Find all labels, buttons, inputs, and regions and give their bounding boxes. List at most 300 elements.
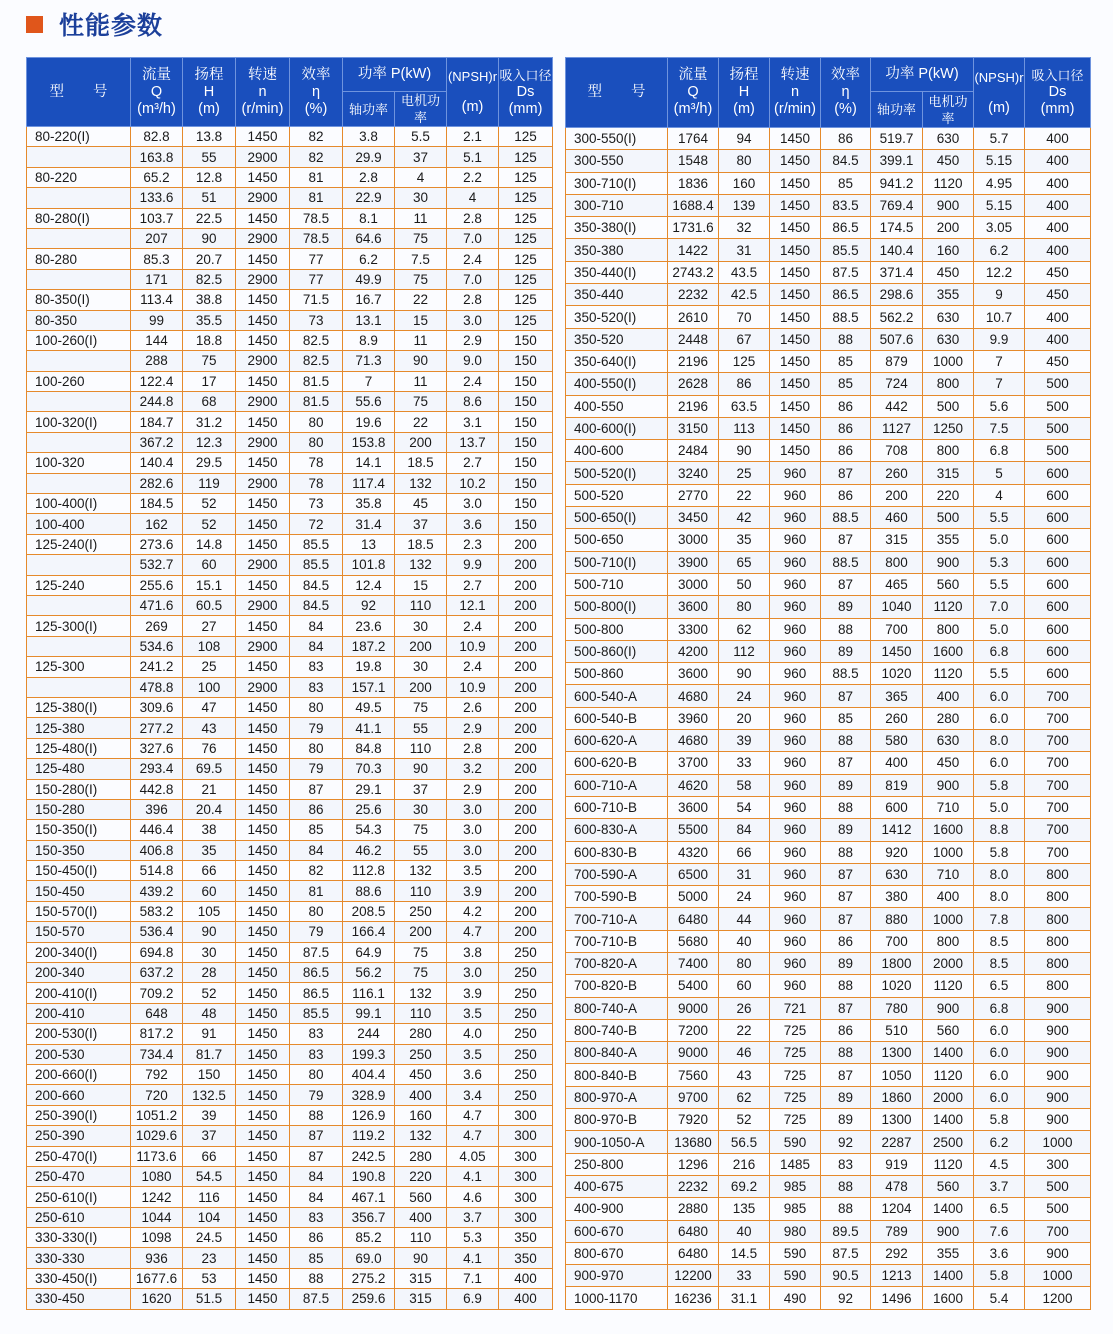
cell-motor-power: 900 xyxy=(923,1220,974,1242)
header-motor-power: 电机功率 xyxy=(395,92,447,127)
cell-motor-power: 90 xyxy=(395,351,447,371)
cell-shaft-power: 460 xyxy=(871,507,923,529)
table-row xyxy=(566,1242,1091,1264)
cell-speed: 1450 xyxy=(236,330,290,350)
cell-npsh: 9.0 xyxy=(447,351,499,371)
cell-shaft-power: 879 xyxy=(871,350,923,372)
cell-flow: 162 xyxy=(131,514,183,534)
cell-speed: 1450 xyxy=(236,901,290,921)
cell-efficiency: 87 xyxy=(821,886,871,908)
cell-npsh: 2.9 xyxy=(447,779,499,799)
cell-shaft-power: 920 xyxy=(871,841,923,863)
cell-motor-power: 450 xyxy=(923,150,974,172)
cell-flow: 85.3 xyxy=(131,249,183,269)
cell-model: 200-660(I) xyxy=(27,1064,131,1084)
cell-head: 112 xyxy=(719,640,770,662)
cell-efficiency: 89 xyxy=(821,774,871,796)
cell-head: 31.1 xyxy=(719,1287,770,1309)
cell-flow: 471.6 xyxy=(131,595,183,615)
cell-npsh: 2.1 xyxy=(447,127,499,147)
cell-npsh: 5.15 xyxy=(974,194,1025,216)
table-row xyxy=(566,1131,1091,1153)
cell-speed: 1450 xyxy=(236,983,290,1003)
cell-npsh: 6.8 xyxy=(974,440,1025,462)
cell-efficiency: 80 xyxy=(290,1064,343,1084)
cell-model: 500-650(I) xyxy=(566,507,668,529)
cell-head: 80 xyxy=(719,150,770,172)
cell-npsh: 4.1 xyxy=(447,1166,499,1186)
cell-shaft-power: 1204 xyxy=(871,1198,923,1220)
cell-shaft-power: 365 xyxy=(871,685,923,707)
header-inlet: 吸入口径 Ds (mm) xyxy=(1025,58,1091,128)
cell-shaft-power: 54.3 xyxy=(343,820,395,840)
cell-shaft-power: 153.8 xyxy=(343,432,395,452)
cell-efficiency: 80 xyxy=(290,901,343,921)
cell-efficiency: 83 xyxy=(290,1044,343,1064)
table-row xyxy=(566,1064,1091,1086)
cell-speed: 960 xyxy=(770,796,821,818)
cell-model: 125-480 xyxy=(27,759,131,779)
cell-efficiency: 90.5 xyxy=(821,1265,871,1287)
cell-head: 51 xyxy=(183,188,236,208)
cell-model xyxy=(27,555,131,575)
table-row xyxy=(566,551,1091,573)
cell-flow: 1764 xyxy=(668,128,719,150)
cell-motor-power: 4 xyxy=(395,167,447,187)
cell-inlet-diameter: 400 xyxy=(1025,217,1091,239)
cell-model: 700-820-A xyxy=(566,952,668,974)
cell-speed: 1450 xyxy=(236,575,290,595)
cell-model: 600-540-A xyxy=(566,685,668,707)
cell-model: 330-330 xyxy=(27,1248,131,1268)
cell-shaft-power: 31.4 xyxy=(343,514,395,534)
cell-inlet-diameter: 125 xyxy=(499,290,553,310)
cell-flow: 2232 xyxy=(668,1175,719,1197)
cell-speed: 960 xyxy=(770,841,821,863)
cell-flow: 1677.6 xyxy=(131,1268,183,1288)
cell-speed: 2900 xyxy=(236,392,290,412)
cell-flow: 9000 xyxy=(668,997,719,1019)
cell-npsh: 6.2 xyxy=(974,239,1025,261)
cell-model: 250-470 xyxy=(27,1166,131,1186)
cell-flow: 244.8 xyxy=(131,392,183,412)
cell-npsh: 5.8 xyxy=(974,1265,1025,1287)
cell-motor-power: 132 xyxy=(395,1126,447,1146)
cell-inlet-diameter: 600 xyxy=(1025,640,1091,662)
cell-npsh: 7.6 xyxy=(974,1220,1025,1242)
cell-npsh: 2.8 xyxy=(447,738,499,758)
cell-inlet-diameter: 125 xyxy=(499,188,553,208)
cell-inlet-diameter: 300 xyxy=(499,1166,553,1186)
cell-shaft-power: 19.8 xyxy=(343,657,395,677)
cell-efficiency: 85 xyxy=(290,820,343,840)
cell-model: 400-600(I) xyxy=(566,417,668,439)
cell-motor-power: 11 xyxy=(395,371,447,391)
cell-efficiency: 72 xyxy=(290,514,343,534)
cell-flow: 792 xyxy=(131,1064,183,1084)
cell-shaft-power: 117.4 xyxy=(343,473,395,493)
cell-model: 300-710 xyxy=(566,194,668,216)
cell-model: 600-830-A xyxy=(566,819,668,841)
cell-npsh: 3.0 xyxy=(447,799,499,819)
cell-model: 350-520 xyxy=(566,328,668,350)
cell-flow: 367.2 xyxy=(131,432,183,452)
table-row xyxy=(27,330,553,350)
cell-efficiency: 88.5 xyxy=(821,306,871,328)
cell-shaft-power: 99.1 xyxy=(343,1003,395,1023)
table-row xyxy=(566,261,1091,283)
cell-inlet-diameter: 900 xyxy=(1025,1086,1091,1108)
table-row xyxy=(566,507,1091,529)
cell-speed: 1450 xyxy=(236,657,290,677)
cell-motor-power: 280 xyxy=(395,1024,447,1044)
cell-efficiency: 86 xyxy=(821,484,871,506)
cell-inlet-diameter: 700 xyxy=(1025,685,1091,707)
cell-flow: 532.7 xyxy=(131,555,183,575)
cell-flow: 2484 xyxy=(668,440,719,462)
cell-shaft-power: 1127 xyxy=(871,417,923,439)
table-row xyxy=(566,462,1091,484)
cell-npsh: 2.8 xyxy=(447,208,499,228)
cell-inlet-diameter: 300 xyxy=(1025,1153,1091,1175)
cell-model: 250-470(I) xyxy=(27,1146,131,1166)
cell-efficiency: 87 xyxy=(821,573,871,595)
cell-flow: 1098 xyxy=(131,1228,183,1248)
cell-npsh: 4.95 xyxy=(974,172,1025,194)
table-row xyxy=(27,1105,553,1125)
cell-flow: 396 xyxy=(131,799,183,819)
cell-model: 150-450 xyxy=(27,881,131,901)
cell-flow: 1296 xyxy=(668,1153,719,1175)
cell-shaft-power: 1213 xyxy=(871,1265,923,1287)
table-row xyxy=(27,677,553,697)
cell-inlet-diameter: 200 xyxy=(499,534,553,554)
cell-shaft-power: 6.2 xyxy=(343,249,395,269)
cell-motor-power: 110 xyxy=(395,881,447,901)
cell-motor-power: 110 xyxy=(395,738,447,758)
cell-motor-power: 900 xyxy=(923,774,974,796)
table-row xyxy=(27,636,553,656)
cell-efficiency: 87 xyxy=(290,1146,343,1166)
cell-npsh: 5.6 xyxy=(974,395,1025,417)
cell-flow: 439.2 xyxy=(131,881,183,901)
cell-head: 38 xyxy=(183,820,236,840)
cell-shaft-power: 13 xyxy=(343,534,395,554)
cell-npsh: 3.5 xyxy=(447,1003,499,1023)
cell-shaft-power: 92 xyxy=(343,595,395,615)
cell-inlet-diameter: 200 xyxy=(499,759,553,779)
cell-shaft-power: 260 xyxy=(871,707,923,729)
cell-flow: 4680 xyxy=(668,685,719,707)
cell-speed: 1450 xyxy=(236,1146,290,1166)
cell-npsh: 5.3 xyxy=(974,551,1025,573)
cell-npsh: 6.0 xyxy=(974,1042,1025,1064)
cell-shaft-power: 442 xyxy=(871,395,923,417)
cell-model: 200-410 xyxy=(27,1003,131,1023)
cell-efficiency: 87 xyxy=(290,779,343,799)
table-row xyxy=(566,350,1091,372)
cell-model: 700-590-B xyxy=(566,886,668,908)
cell-inlet-diameter: 1000 xyxy=(1025,1131,1091,1153)
cell-model: 900-970 xyxy=(566,1265,668,1287)
cell-speed: 960 xyxy=(770,975,821,997)
cell-flow: 2628 xyxy=(668,373,719,395)
cell-speed: 1450 xyxy=(236,799,290,819)
cell-speed: 1450 xyxy=(236,718,290,738)
cell-flow: 5400 xyxy=(668,975,719,997)
cell-speed: 1450 xyxy=(236,861,290,881)
cell-model: 500-520(I) xyxy=(566,462,668,484)
table-row xyxy=(27,901,553,921)
cell-model xyxy=(27,636,131,656)
table-row xyxy=(27,555,553,575)
cell-model: 125-380 xyxy=(27,718,131,738)
cell-speed: 590 xyxy=(770,1131,821,1153)
cell-npsh: 6.8 xyxy=(974,640,1025,662)
table-row xyxy=(566,373,1091,395)
cell-efficiency: 84 xyxy=(290,616,343,636)
cell-efficiency: 89 xyxy=(821,1086,871,1108)
cell-inlet-diameter: 250 xyxy=(499,963,553,983)
cell-efficiency: 89 xyxy=(821,1109,871,1131)
cell-head: 28 xyxy=(183,963,236,983)
cell-flow: 3700 xyxy=(668,752,719,774)
cell-shaft-power: 292 xyxy=(871,1242,923,1264)
cell-motor-power: 800 xyxy=(923,373,974,395)
cell-model: 330-450(I) xyxy=(27,1268,131,1288)
cell-model: 1000-1170 xyxy=(566,1287,668,1309)
cell-flow: 1731.6 xyxy=(668,217,719,239)
cell-flow: 583.2 xyxy=(131,901,183,921)
cell-shaft-power: 1300 xyxy=(871,1042,923,1064)
cell-shaft-power: 562.2 xyxy=(871,306,923,328)
cell-flow: 293.4 xyxy=(131,759,183,779)
cell-efficiency: 88 xyxy=(821,1042,871,1064)
table-row xyxy=(566,440,1091,462)
cell-speed: 2900 xyxy=(236,677,290,697)
cell-head: 90 xyxy=(183,922,236,942)
cell-efficiency: 84.5 xyxy=(290,595,343,615)
cell-speed: 960 xyxy=(770,663,821,685)
cell-efficiency: 84.5 xyxy=(290,575,343,595)
cell-efficiency: 83.5 xyxy=(821,194,871,216)
cell-efficiency: 87 xyxy=(290,1126,343,1146)
cell-head: 54 xyxy=(719,796,770,818)
cell-shaft-power: 700 xyxy=(871,618,923,640)
cell-npsh: 5.0 xyxy=(974,529,1025,551)
cell-efficiency: 86.5 xyxy=(290,963,343,983)
cell-speed: 960 xyxy=(770,730,821,752)
cell-shaft-power: 69.0 xyxy=(343,1248,395,1268)
cell-motor-power: 75 xyxy=(395,820,447,840)
cell-speed: 1450 xyxy=(236,1085,290,1105)
cell-speed: 1450 xyxy=(236,942,290,962)
cell-flow: 1422 xyxy=(668,239,719,261)
table-row xyxy=(27,1126,553,1146)
cell-inlet-diameter: 250 xyxy=(499,1024,553,1044)
cell-inlet-diameter: 800 xyxy=(1025,952,1091,974)
cell-inlet-diameter: 600 xyxy=(1025,596,1091,618)
cell-motor-power: 800 xyxy=(923,440,974,462)
cell-speed: 960 xyxy=(770,484,821,506)
cell-efficiency: 87.5 xyxy=(821,1242,871,1264)
cell-npsh: 5.0 xyxy=(974,618,1025,640)
cell-model: 500-800 xyxy=(566,618,668,640)
cell-flow: 273.6 xyxy=(131,534,183,554)
cell-speed: 2900 xyxy=(236,269,290,289)
cell-shaft-power: 1020 xyxy=(871,663,923,685)
cell-speed: 1450 xyxy=(236,1228,290,1248)
cell-motor-power: 75 xyxy=(395,697,447,717)
cell-motor-power: 560 xyxy=(923,573,974,595)
cell-efficiency: 88 xyxy=(821,796,871,818)
cell-efficiency: 81.5 xyxy=(290,371,343,391)
cell-shaft-power: 208.5 xyxy=(343,901,395,921)
header-speed: 转速 n (r/min) xyxy=(236,58,290,127)
cell-head: 90 xyxy=(719,440,770,462)
cell-inlet-diameter: 250 xyxy=(499,1085,553,1105)
cell-model: 125-480(I) xyxy=(27,738,131,758)
cell-flow: 5000 xyxy=(668,886,719,908)
cell-npsh: 6.5 xyxy=(974,975,1025,997)
cell-flow: 442.8 xyxy=(131,779,183,799)
cell-motor-power: 160 xyxy=(395,1105,447,1125)
cell-shaft-power: 399.1 xyxy=(871,150,923,172)
cell-head: 43 xyxy=(719,1064,770,1086)
cell-model: 800-840-B xyxy=(566,1064,668,1086)
cell-inlet-diameter: 500 xyxy=(1025,1198,1091,1220)
cell-flow: 65.2 xyxy=(131,167,183,187)
cell-efficiency: 78.5 xyxy=(290,208,343,228)
cell-npsh: 6.5 xyxy=(974,1198,1025,1220)
cell-flow: 269 xyxy=(131,616,183,636)
cell-efficiency: 84 xyxy=(290,1187,343,1207)
cell-head: 100 xyxy=(183,677,236,697)
cell-npsh: 3.5 xyxy=(447,1044,499,1064)
cell-head: 90 xyxy=(183,228,236,248)
cell-motor-power: 220 xyxy=(923,484,974,506)
cell-speed: 490 xyxy=(770,1287,821,1309)
cell-npsh: 10.2 xyxy=(447,473,499,493)
cell-speed: 1450 xyxy=(236,922,290,942)
cell-model: 150-570 xyxy=(27,922,131,942)
table-row xyxy=(566,863,1091,885)
cell-inlet-diameter: 350 xyxy=(499,1248,553,1268)
cell-head: 65 xyxy=(719,551,770,573)
cell-head: 12.3 xyxy=(183,432,236,452)
cell-motor-power: 1120 xyxy=(923,1153,974,1175)
cell-model: 150-570(I) xyxy=(27,901,131,921)
cell-motor-power: 250 xyxy=(395,1044,447,1064)
cell-model xyxy=(27,392,131,412)
cell-head: 62 xyxy=(719,618,770,640)
cell-speed: 960 xyxy=(770,618,821,640)
cell-motor-power: 160 xyxy=(923,239,974,261)
cell-flow: 288 xyxy=(131,351,183,371)
cell-motor-power: 1000 xyxy=(923,350,974,372)
cell-head: 20.4 xyxy=(183,799,236,819)
cell-efficiency: 85.5 xyxy=(821,239,871,261)
cell-shaft-power: 356.7 xyxy=(343,1207,395,1227)
cell-shaft-power: 400 xyxy=(871,752,923,774)
cell-npsh: 3.5 xyxy=(447,861,499,881)
cell-model: 400-900 xyxy=(566,1198,668,1220)
cell-npsh: 3.4 xyxy=(447,1085,499,1105)
header-shaft-power: 轴功率 xyxy=(343,92,395,127)
cell-npsh: 5.5 xyxy=(974,573,1025,595)
cell-speed: 1450 xyxy=(236,514,290,534)
cell-inlet-diameter: 200 xyxy=(499,718,553,738)
cell-inlet-diameter: 200 xyxy=(499,575,553,595)
cell-shaft-power: 35.8 xyxy=(343,494,395,514)
cell-inlet-diameter: 800 xyxy=(1025,908,1091,930)
cell-speed: 1450 xyxy=(236,494,290,514)
cell-motor-power: 55 xyxy=(395,840,447,860)
cell-inlet-diameter: 150 xyxy=(499,494,553,514)
table-row xyxy=(27,1268,553,1288)
cell-efficiency: 86.5 xyxy=(290,983,343,1003)
cell-npsh: 7.8 xyxy=(974,908,1025,930)
cell-motor-power: 75 xyxy=(395,392,447,412)
cell-motor-power: 37 xyxy=(395,514,447,534)
cell-speed: 960 xyxy=(770,640,821,662)
cell-npsh: 6.0 xyxy=(974,707,1025,729)
cell-motor-power: 450 xyxy=(395,1064,447,1084)
cell-motor-power: 355 xyxy=(923,529,974,551)
cell-head: 216 xyxy=(719,1153,770,1175)
cell-model: 100-400 xyxy=(27,514,131,534)
cell-motor-power: 132 xyxy=(395,861,447,881)
cell-shaft-power: 1020 xyxy=(871,975,923,997)
cell-shaft-power: 600 xyxy=(871,796,923,818)
cell-shaft-power: 404.4 xyxy=(343,1064,395,1084)
cell-model: 600-710-B xyxy=(566,796,668,818)
cell-npsh: 8.8 xyxy=(974,819,1025,841)
cell-shaft-power: 88.6 xyxy=(343,881,395,901)
cell-flow: 1173.6 xyxy=(131,1146,183,1166)
cell-flow: 7200 xyxy=(668,1019,719,1041)
cell-inlet-diameter: 900 xyxy=(1025,1242,1091,1264)
cell-npsh: 6.0 xyxy=(974,1019,1025,1041)
cell-efficiency: 92 xyxy=(821,1287,871,1309)
cell-inlet-diameter: 250 xyxy=(499,983,553,1003)
cell-model: 400-550 xyxy=(566,395,668,417)
header-motor-power: 电机功率 xyxy=(923,92,974,128)
title-marker-icon xyxy=(26,16,43,33)
table-row xyxy=(27,249,553,269)
cell-inlet-diameter: 200 xyxy=(499,677,553,697)
header-power: 功率 P(kW) xyxy=(343,58,447,92)
cell-npsh: 8.6 xyxy=(447,392,499,412)
cell-head: 86 xyxy=(719,373,770,395)
cell-motor-power: 200 xyxy=(923,217,974,239)
cell-model: 800-740-B xyxy=(566,1019,668,1041)
cell-npsh: 2.8 xyxy=(447,290,499,310)
table-row xyxy=(566,1265,1091,1287)
cell-head: 66 xyxy=(719,841,770,863)
cell-model: 800-970-B xyxy=(566,1109,668,1131)
table-row xyxy=(27,738,553,758)
cell-shaft-power: 371.4 xyxy=(871,261,923,283)
cell-efficiency: 82 xyxy=(290,861,343,881)
cell-shaft-power: 29.9 xyxy=(343,147,395,167)
cell-npsh: 7.0 xyxy=(974,596,1025,618)
cell-shaft-power: 2.8 xyxy=(343,167,395,187)
cell-inlet-diameter: 600 xyxy=(1025,484,1091,506)
table-body-right xyxy=(566,128,1091,1310)
cell-shaft-power: 2287 xyxy=(871,1131,923,1153)
cell-npsh: 2.4 xyxy=(447,657,499,677)
